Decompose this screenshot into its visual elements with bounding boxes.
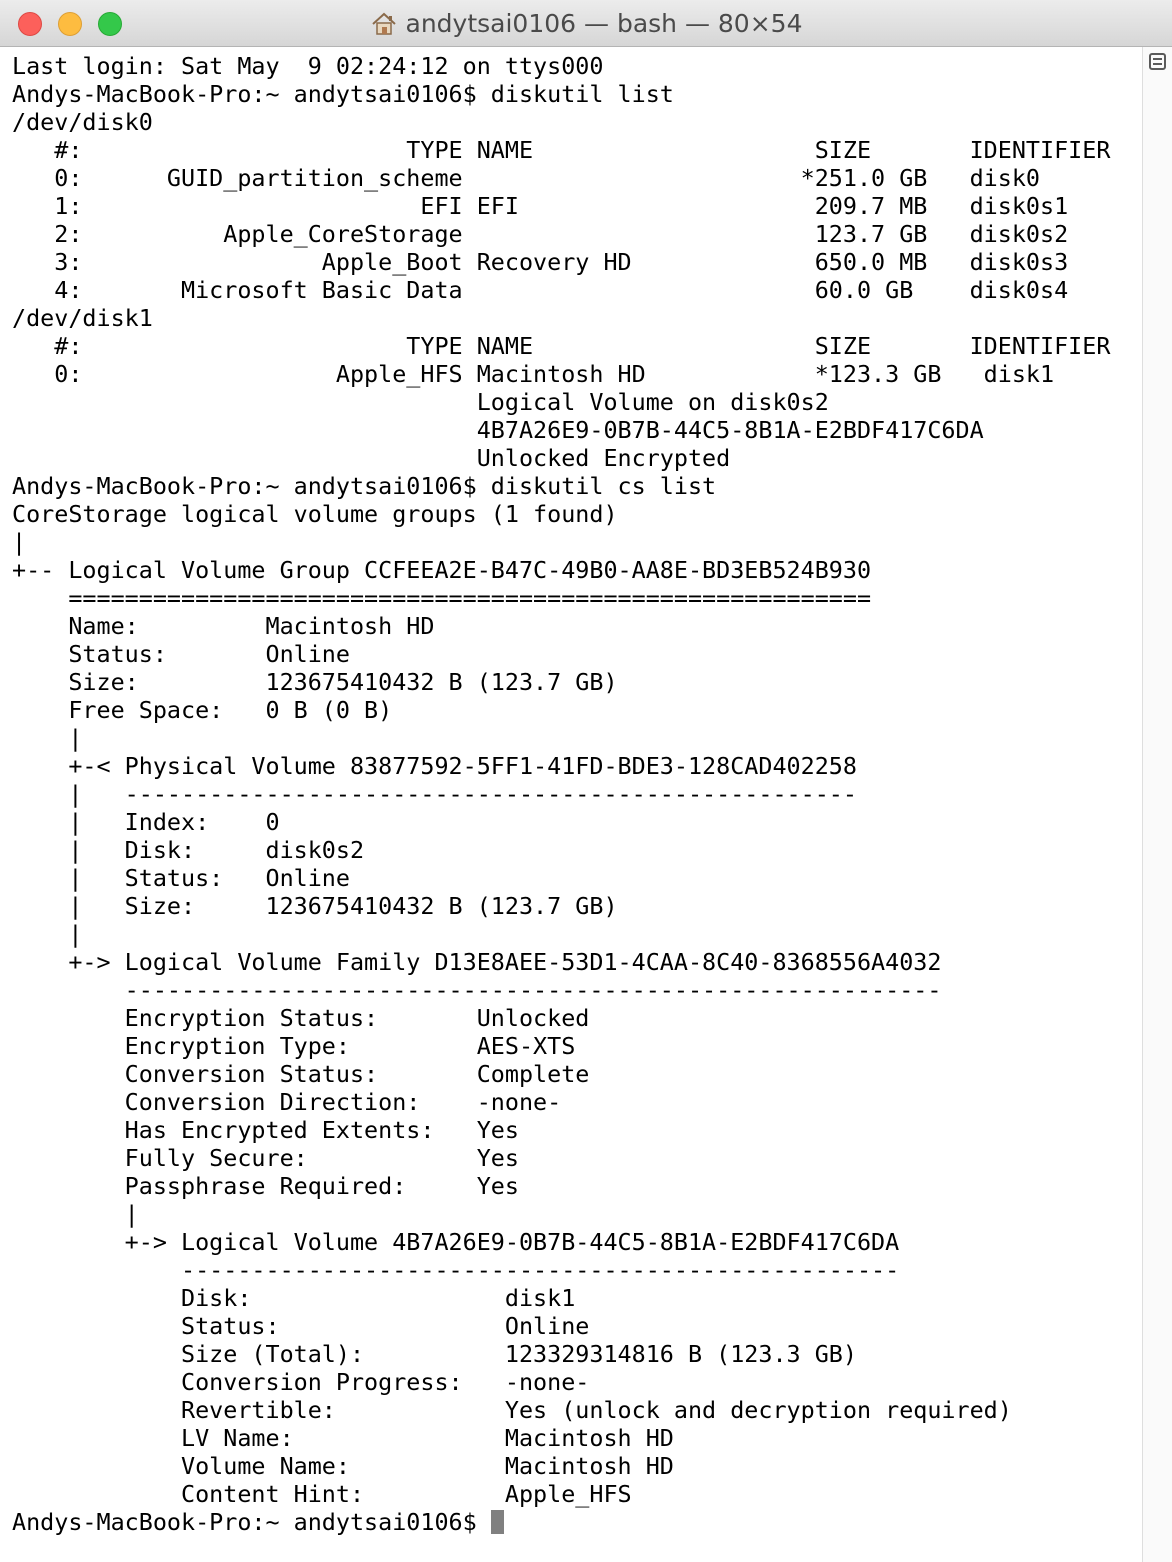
terminal-line: Conversion Status: Complete [12,1060,590,1088]
terminal-line: | Status: Online [12,864,350,892]
window-title-group [0,0,1172,47]
terminal-line: Volume Name: Macintosh HD [12,1452,674,1480]
terminal-line: ========================================================= [12,584,872,612]
terminal-line: ---------------------------------------------------------- [12,976,942,1004]
terminal-line: Status: Online [12,640,350,668]
text-cursor [491,1510,504,1534]
terminal-line: 0: GUID_partition_scheme *251.0 GB disk0 [12,164,1041,192]
terminal-line: Status: Online [12,1312,590,1340]
terminal-line: /dev/disk1 [12,304,153,332]
terminal-line: Disk: disk1 [12,1284,576,1312]
terminal-output[interactable] [12,52,1138,1562]
terminal-line: +-- Logical Volume Group CCFEEA2E-B47C-49B0-AA8E-BD3EB524B930 [12,556,872,584]
terminal-line: 3: Apple_Boot Recovery HD 650.0 MB disk0s3 [12,248,1069,276]
terminal-line: Andys-MacBook-Pro:~ andytsai0106$ diskutil cs list [12,472,717,500]
terminal-line: Fully Secure: Yes [12,1144,519,1172]
split-pane-icon[interactable] [1149,53,1166,70]
terminal-line: LV Name: Macintosh HD [12,1424,674,1452]
home-icon [370,10,398,38]
terminal-line: Last login: Sat May 9 02:24:12 on ttys000 [12,52,604,80]
terminal-line: Size (Total): 123329314816 B (123.3 GB) [12,1340,857,1368]
terminal-line: /dev/disk0 [12,108,153,136]
prompt-line[interactable] [12,1508,1138,1536]
terminal-line: | Size: 123675410432 B (123.7 GB) [12,892,618,920]
terminal-line: Logical Volume on disk0s2 [12,388,829,416]
terminal-line: Size: 123675410432 B (123.7 GB) [12,668,618,696]
terminal-line: | [12,1200,139,1228]
terminal-line: 1: EFI EFI 209.7 MB disk0s1 [12,192,1069,220]
terminal-line: +-> Logical Volume Family D13E8AEE-53D1-4CAA-8C40-8368556A4032 [12,948,942,976]
terminal-line: Passphrase Required: Yes [12,1172,519,1200]
terminal-line: --------------------------------------------------- [12,1256,900,1284]
terminal-line: | [12,724,83,752]
terminal-line: | Index: 0 [12,808,280,836]
terminal-line: Revertible: Yes (unlock and decryption required) [12,1396,1012,1424]
terminal-line: Name: Macintosh HD [12,612,435,640]
terminal-line: Encryption Type: AES-XTS [12,1032,576,1060]
terminal-line: CoreStorage logical volume groups (1 found) [12,500,618,528]
title-bar[interactable] [0,0,1172,47]
terminal-line: Conversion Progress: -none- [12,1368,590,1396]
terminal-line: Content Hint: Apple_HFS [12,1480,632,1508]
terminal-line: +-< Physical Volume 83877592-5FF1-41FD-BDE3-128CAD402258 [12,752,857,780]
terminal-line: 4B7A26E9-0B7B-44C5-8B1A-E2BDF417C6DA [12,416,984,444]
terminal-line: | [12,528,27,556]
prompt-text: Andys-MacBook-Pro:~ andytsai0106$ [12,1508,491,1536]
terminal-line: 4: Microsoft Basic Data 60.0 GB disk0s4 [12,276,1069,304]
scrollbar[interactable] [1142,47,1172,1562]
window-title: andytsai0106 — bash — 80×54 [405,9,803,38]
terminal-line: +-> Logical Volume 4B7A26E9-0B7B-44C5-8B1A-E2BDF417C6DA [12,1228,900,1256]
terminal-line: #: TYPE NAME SIZE IDENTIFIER [12,136,1111,164]
terminal-line: 0: Apple_HFS Macintosh HD *123.3 GB disk1 [12,360,1055,388]
terminal-line: Andys-MacBook-Pro:~ andytsai0106$ diskutil list [12,80,674,108]
terminal-line: | [12,920,83,948]
terminal-line: Free Space: 0 B (0 B) [12,696,393,724]
terminal-line: Unlocked Encrypted [12,444,731,472]
terminal-line: #: TYPE NAME SIZE IDENTIFIER [12,332,1111,360]
terminal-line: Conversion Direction: -none- [12,1088,562,1116]
terminal-line: | ---------------------------------------------------- [12,780,857,808]
terminal-line: | Disk: disk0s2 [12,836,365,864]
terminal-line: Encryption Status: Unlocked [12,1004,590,1032]
terminal-line: 2: Apple_CoreStorage 123.7 GB disk0s2 [12,220,1069,248]
terminal-line: Has Encrypted Extents: Yes [12,1116,519,1144]
